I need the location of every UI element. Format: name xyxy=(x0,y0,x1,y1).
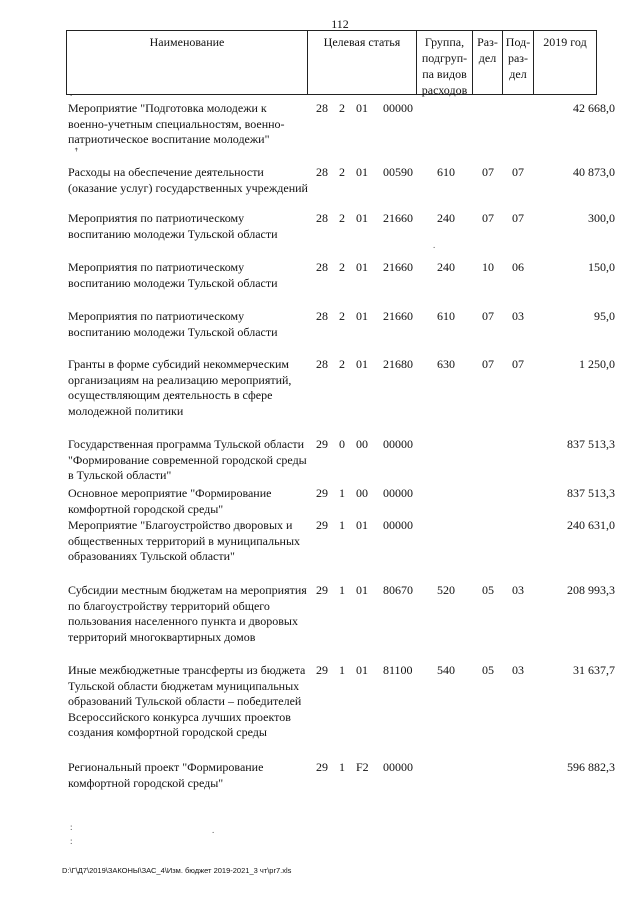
subsection-code: 03 xyxy=(512,309,524,323)
target-code-part1: 28 xyxy=(316,357,328,371)
amount-2019: 240 631,0 xyxy=(567,518,615,532)
amount-2019: 42 668,0 xyxy=(573,101,615,115)
target-code-part2: 2 xyxy=(339,211,345,225)
amount-2019: 300,0 xyxy=(588,211,615,225)
target-code-part3: 01 xyxy=(356,260,368,274)
expense-group: 610 xyxy=(437,165,455,179)
target-code-part4: 00000 xyxy=(383,486,413,500)
amount-2019: 31 637,7 xyxy=(573,663,615,677)
target-code-part3: 00 xyxy=(356,486,368,500)
target-code-part1: 29 xyxy=(316,583,328,597)
amount-2019: 1 250,0 xyxy=(579,357,615,371)
target-code-part1: 28 xyxy=(316,260,328,274)
page-number: 112 xyxy=(331,17,349,31)
row-name: Мероприятие "Подготовка молодежи к военно-учетным специальностям, военно-патриотическое воспитание молодежи" xyxy=(68,101,285,146)
amount-2019: 150,0 xyxy=(588,260,615,274)
target-code-part2: 2 xyxy=(339,309,345,323)
subsection-code: 07 xyxy=(512,357,524,371)
target-code-part4: 21660 xyxy=(383,211,413,225)
row-name: Мероприятия по патриотическому воспитанию молодежи Тульской области xyxy=(68,309,278,339)
row-name: Субсидии местным бюджетам на мероприятия по благоустройству территорий общего пользования населенного пункта и дворовых территорий многоквартирных домов xyxy=(68,583,307,644)
subsection-code: 03 xyxy=(512,583,524,597)
amount-2019: 95,0 xyxy=(594,309,615,323)
target-code-part2: 2 xyxy=(339,357,345,371)
subsection-code: 03 xyxy=(512,663,524,677)
header-year: 2019 год xyxy=(543,35,587,49)
target-code-part2: 1 xyxy=(339,486,345,500)
expense-group: 630 xyxy=(437,357,455,371)
target-code-part3: 01 xyxy=(356,518,368,532)
target-code-part2: 2 xyxy=(339,101,345,115)
scan-mark: . xyxy=(433,240,436,250)
target-code-part4: 00590 xyxy=(383,165,413,179)
row-name: Мероприятие "Благоустройство дворовых и общественных территорий в муниципальных образованиях Тульской области" xyxy=(68,518,301,563)
target-code-part2: 2 xyxy=(339,260,345,274)
section-code: 05 xyxy=(482,583,494,597)
amount-2019: 837 513,3 xyxy=(567,437,615,451)
table-header xyxy=(66,30,597,95)
row-name: Мероприятия по патриотическому воспитанию молодежи Тульской области xyxy=(68,211,278,241)
target-code-part3: 01 xyxy=(356,663,368,677)
target-code-part1: 29 xyxy=(316,663,328,677)
scan-mark: . xyxy=(70,88,73,98)
subsection-code: 07 xyxy=(512,165,524,179)
section-code: 07 xyxy=(482,211,494,225)
row-name: Мероприятия по патриотическому воспитанию молодежи Тульской области xyxy=(68,260,278,290)
scan-mark: : xyxy=(70,836,73,846)
amount-2019: 596 882,3 xyxy=(567,760,615,774)
target-code-part4: 21660 xyxy=(383,260,413,274)
target-code-part3: F2 xyxy=(356,760,369,774)
target-code-part3: 01 xyxy=(356,101,368,115)
target-code-part2: 1 xyxy=(339,583,345,597)
target-code-part4: 80670 xyxy=(383,583,413,597)
target-code-part2: 1 xyxy=(339,518,345,532)
target-code-part3: 01 xyxy=(356,211,368,225)
expense-group: 610 xyxy=(437,309,455,323)
row-name: Государственная программа Тульской области "Формирование современной городской среды в Тульской области" xyxy=(68,437,307,482)
target-code-part2: 2 xyxy=(339,165,345,179)
expense-group: 240 xyxy=(437,211,455,225)
target-code-part3: 01 xyxy=(356,309,368,323)
section-code: 10 xyxy=(482,260,494,274)
target-code-part4: 00000 xyxy=(383,760,413,774)
section-code: 07 xyxy=(482,309,494,323)
target-code-part4: 81100 xyxy=(383,663,413,677)
amount-2019: 40 873,0 xyxy=(573,165,615,179)
row-name: Региональный проект "Формирование комфортной городской среды" xyxy=(68,760,264,790)
target-code-part1: 28 xyxy=(316,101,328,115)
target-code-part1: 29 xyxy=(316,486,328,500)
target-code-part1: 29 xyxy=(316,518,328,532)
section-code: 05 xyxy=(482,663,494,677)
target-code-part1: 29 xyxy=(316,437,328,451)
target-code-part1: 28 xyxy=(316,309,328,323)
target-code-part3: 01 xyxy=(356,583,368,597)
row-name: Иные межбюджетные трансферты из бюджета Тульской области бюджетам муниципальных образований Тульской области – победителей Всероссийского конкурса лучших проектов создания комфортной городской среды xyxy=(68,663,306,739)
header-subsection: Под- раз- дел xyxy=(503,31,534,94)
target-code-part1: 28 xyxy=(316,211,328,225)
target-code-part1: 29 xyxy=(316,760,328,774)
target-code-part4: 00000 xyxy=(383,437,413,451)
scan-mark: ꜛ xyxy=(74,148,79,158)
section-code: 07 xyxy=(482,357,494,371)
header-target: Целевая статья xyxy=(308,31,417,94)
section-code: 07 xyxy=(482,165,494,179)
target-code-part4: 21660 xyxy=(383,309,413,323)
target-code-part1: 28 xyxy=(316,165,328,179)
subsection-code: 07 xyxy=(512,211,524,225)
target-code-part4: 21680 xyxy=(383,357,413,371)
target-code-part3: 01 xyxy=(356,165,368,179)
row-name: Гранты в форме субсидий некоммерческим организациям на реализацию мероприятий, осуществляющим деятельность в сфере молодежной политики xyxy=(68,357,292,418)
target-code-part4: 00000 xyxy=(383,518,413,532)
target-code-part2: 1 xyxy=(339,663,345,677)
header-name: Наименование xyxy=(67,31,308,94)
row-name: Основное мероприятие "Формирование комфортной городской среды" xyxy=(68,486,272,516)
target-code-part4: 00000 xyxy=(383,101,413,115)
subsection-code: 06 xyxy=(512,260,524,274)
header-group: Группа, подгруп- па видов расходов xyxy=(417,31,473,94)
expense-group: 240 xyxy=(437,260,455,274)
header-section: Раз- дел xyxy=(473,31,503,94)
amount-2019: 208 993,3 xyxy=(567,583,615,597)
expense-group: 540 xyxy=(437,663,455,677)
scan-mark: . xyxy=(212,825,215,835)
target-code-part2: 0 xyxy=(339,437,345,451)
row-name: Расходы на обеспечение деятельности (оказание услуг) государственных учреждений xyxy=(68,165,308,195)
expense-group: 520 xyxy=(437,583,455,597)
scan-mark: : xyxy=(70,822,73,832)
target-code-part3: 00 xyxy=(356,437,368,451)
target-code-part2: 1 xyxy=(339,760,345,774)
file-path-footer: D:\Г\Д7\2019\ЗАКОНЫ\ЗАС_4\Изм. бюджет 2019-2021_3 чт\pr7.xls xyxy=(62,866,292,875)
target-code-part3: 01 xyxy=(356,357,368,371)
amount-2019: 837 513,3 xyxy=(567,486,615,500)
